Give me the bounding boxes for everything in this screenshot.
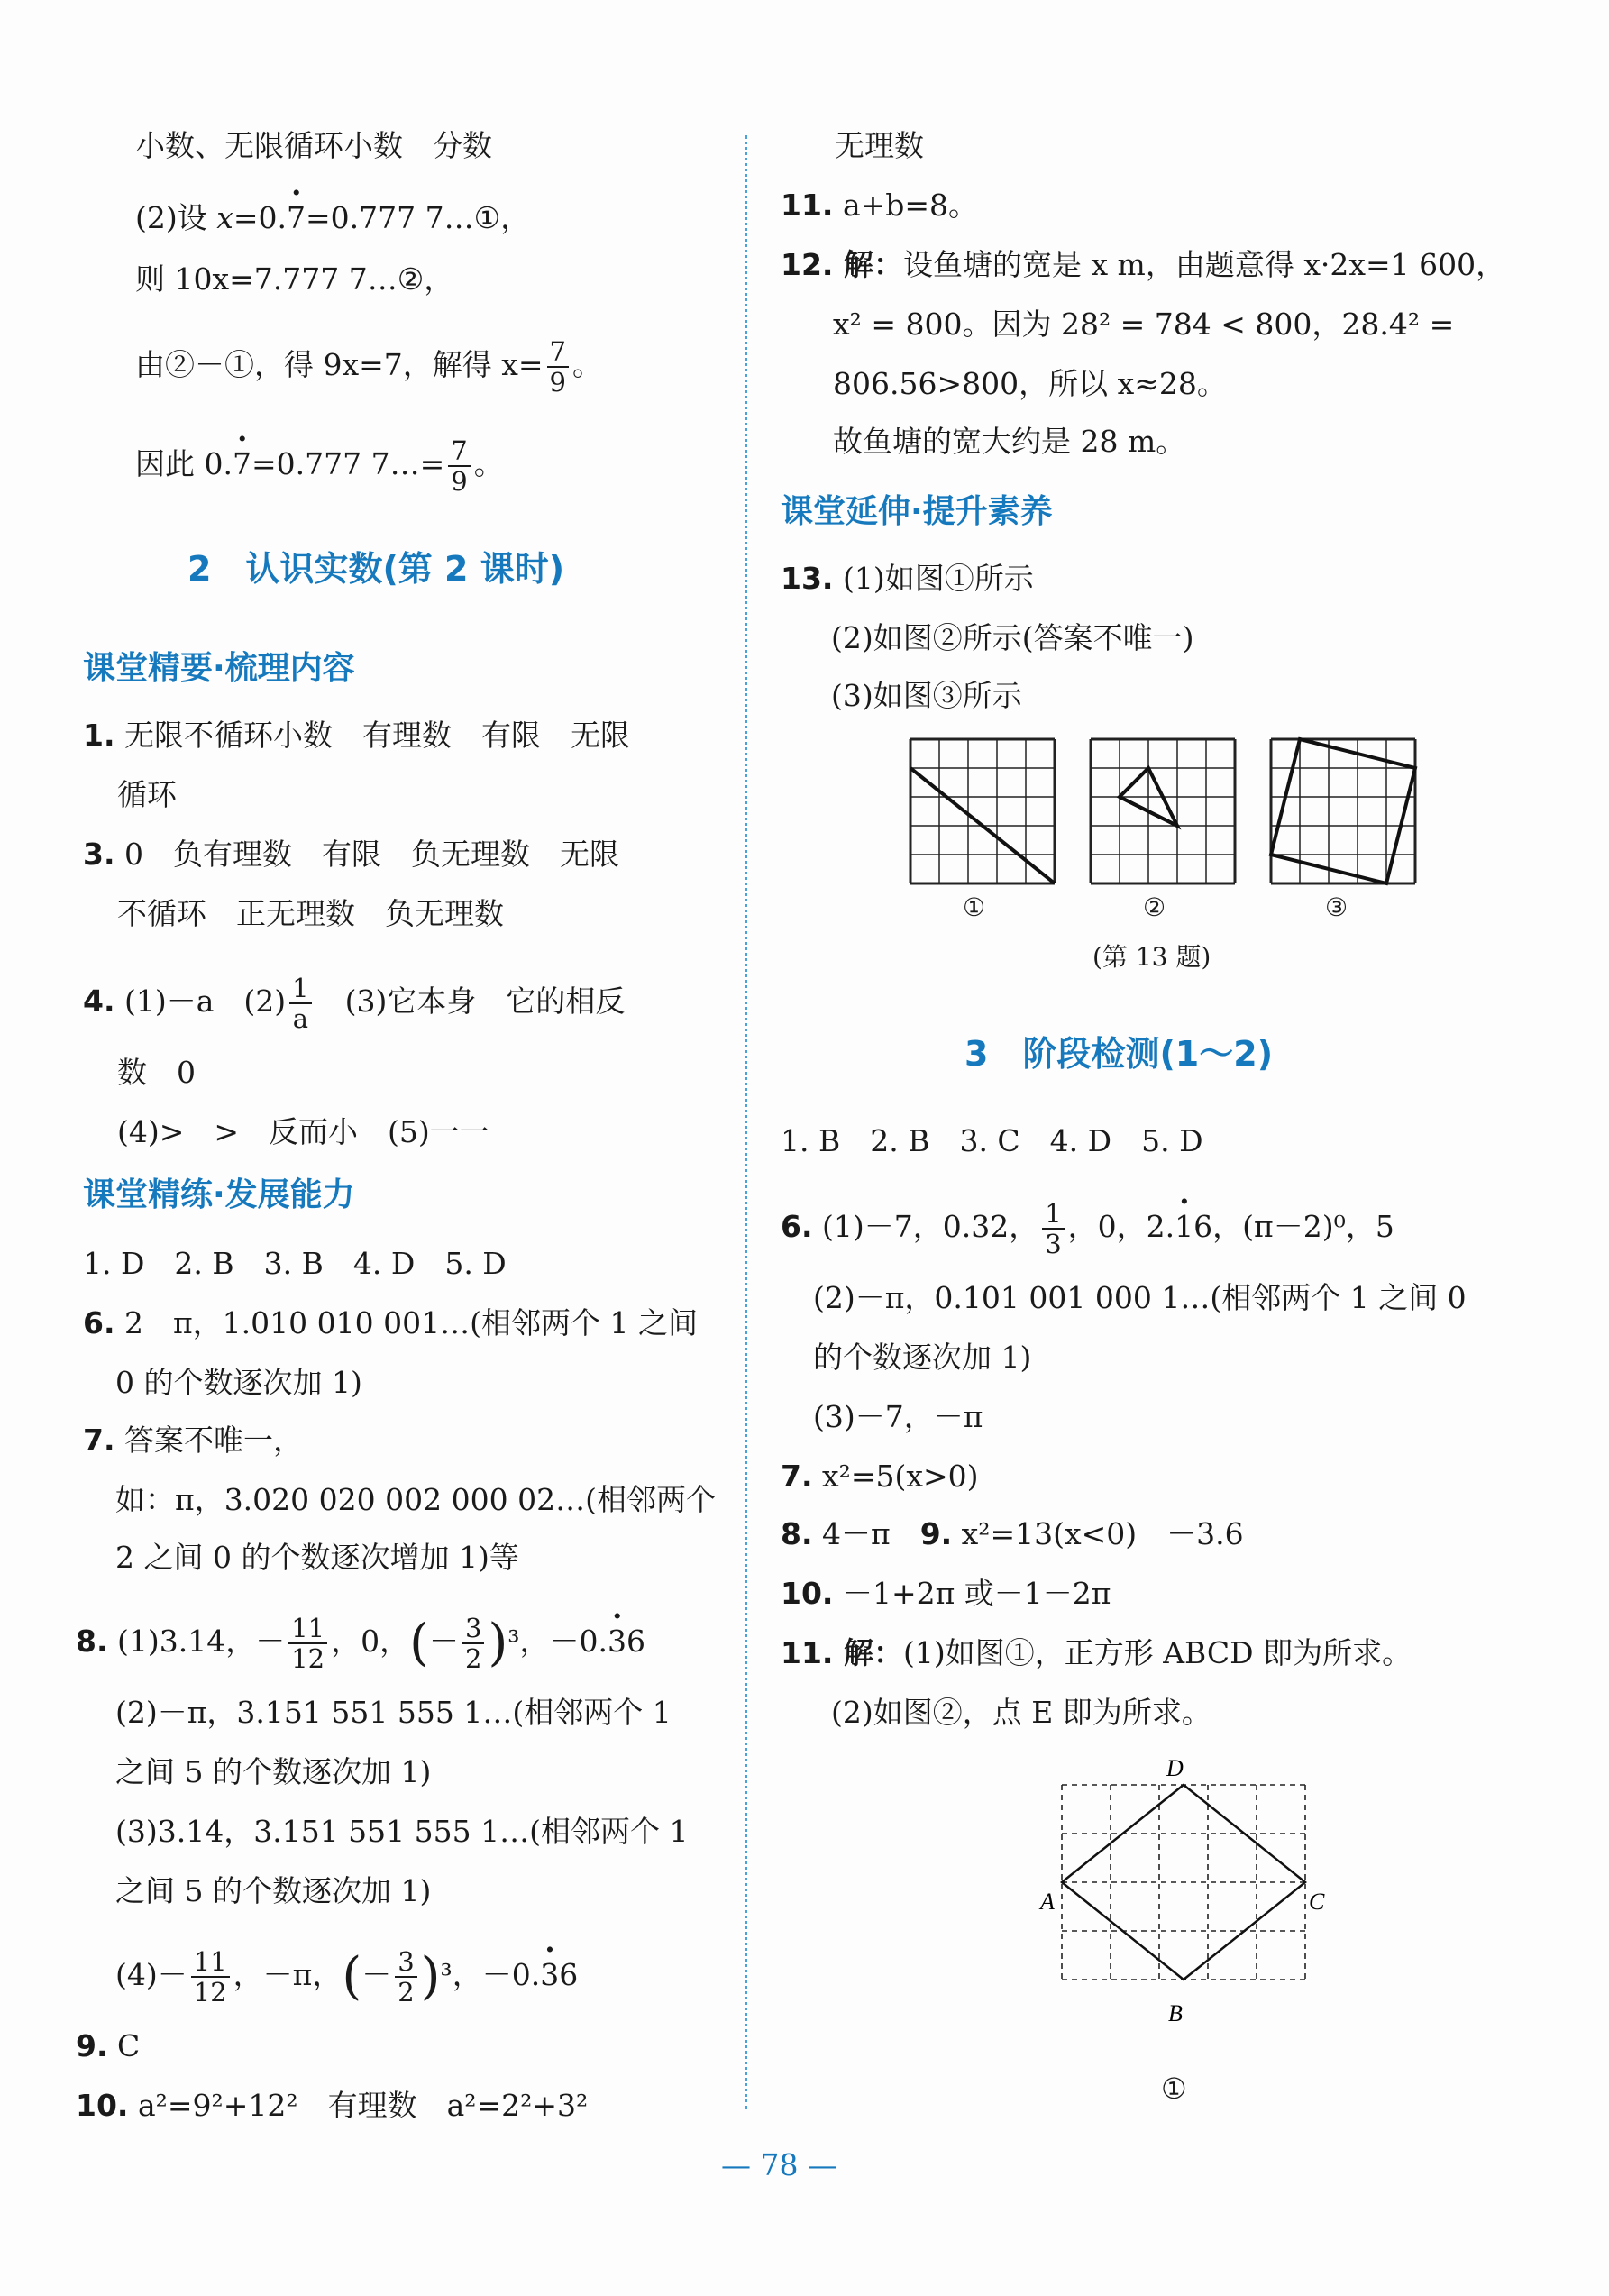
answer-line: 8. 4－π 9. x²=13(x<0) －3.6 xyxy=(781,1516,1244,1551)
answer-line: (3)－7，－π xyxy=(813,1399,983,1434)
answer-line: 的个数逐次加 1) xyxy=(813,1340,1032,1375)
page-number: — 78 — xyxy=(721,2147,837,2182)
answer-line: (4)> > 反而小 (5)一一 xyxy=(117,1114,489,1149)
column-divider xyxy=(745,135,747,2109)
answer-line: 0 的个数逐次加 1) xyxy=(115,1365,362,1400)
answer-line: 2 之间 0 的个数逐次增加 1)等 xyxy=(115,1540,519,1575)
answer-line: 4. (1)－a (2) $\frac{1}{a}$ (3)它本身 它的相反 xyxy=(83,973,626,1034)
figure-caption: (第 13 题) xyxy=(1092,942,1211,972)
answer-line: 不循环 正无理数 负无理数 xyxy=(117,896,504,931)
grid-2 xyxy=(1091,739,1235,883)
line: 因此 0.· 7=0.777 7…= $\frac{7}{9}$ 。 xyxy=(135,436,504,496)
answer-line: (4)－ $\frac{11}{12}$ ，－π，(－ $\frac{3}{2}$ )³，－0.· 36 xyxy=(115,1947,578,2007)
line: 则 10x=7.777 7…②， xyxy=(135,261,454,297)
answer-line: 6. 2 π，1.010 010 001…(相邻两个 1 之间 xyxy=(83,1305,698,1340)
label-a: A xyxy=(1040,1889,1055,1915)
answer-line: 循环 xyxy=(117,777,177,812)
answer-line: 数 0 xyxy=(117,1055,196,1090)
answer-line: 9. C xyxy=(76,2028,141,2063)
line: 由②－①，得 9x=7，解得 x= $\frac{7}{9}$ 。 xyxy=(135,336,602,398)
figure-label: ① xyxy=(963,892,986,922)
answer-line: 10. －1+2π 或－1－2π xyxy=(781,1576,1111,1611)
answer-line: 1. B 2. B 3. C 4. D 5. D xyxy=(781,1123,1203,1158)
answer-line: 7. 答案不唯一， xyxy=(83,1422,303,1458)
answer-line: (2)－π，3.151 551 555 1…(相邻两个 1 xyxy=(115,1695,672,1730)
answer-line: 1. 无限不循环小数 有理数 有限 无限 xyxy=(83,718,630,753)
section-heading: 课堂精要·梳理内容 xyxy=(83,650,355,687)
figure-square-abcd xyxy=(1033,1756,1330,2026)
answer-line: 6. (1)－7，0.32， $\frac{1}{3}$ ，0，2.· 16，(π－2)⁰，5 xyxy=(781,1199,1394,1258)
answer-line: 11. 解：(1)如图①，正方形 ABCD 即为所求。 xyxy=(781,1635,1412,1670)
answer-line: (3)3.14，3.151 551 555 1…(相邻两个 1 xyxy=(115,1814,689,1849)
answer-line: 13. (1)如图①所示 xyxy=(781,561,1034,596)
figure-label: ① xyxy=(1161,2072,1187,2106)
figure-label: ③ xyxy=(1325,892,1348,922)
line: 无理数 xyxy=(835,128,924,163)
line: 小数、无限循环小数 分数 xyxy=(135,128,492,163)
grid-3 xyxy=(1271,739,1415,883)
label-b: B xyxy=(1168,2000,1183,2026)
answer-line: x² = 800。因为 28² = 784 < 800，28.4² = xyxy=(833,306,1455,342)
answer-line: 之间 5 的个数逐次加 1) xyxy=(115,1754,432,1789)
answer-line: 8. (1)3.14，－ $\frac{11}{12}$ ，0，(－ $\frac{3}{2}$ )³，－0.· 36 xyxy=(76,1614,645,1673)
chapter-title: 2 认识实数(第 2 课时) xyxy=(187,549,565,589)
answer-line: (3)如图③所示 xyxy=(831,678,1022,713)
answer-line: 806.56>800，所以 x≈28。 xyxy=(833,366,1227,401)
answer-line: 1. D 2. B 3. B 4. D 5. D xyxy=(83,1246,507,1281)
answer-line: 10. a²=9²+12² 有理数 a²=2²+3² xyxy=(76,2088,589,2123)
answer-line: 11. a+b=8。 xyxy=(781,188,979,223)
chapter-title: 3 阶段检测(1～2) xyxy=(964,1034,1274,1074)
figure-13-grids xyxy=(910,737,1415,891)
answer-line: 故鱼塘的宽大约是 28 m。 xyxy=(833,424,1186,459)
answer-line: 7. x²=5(x>0) xyxy=(781,1459,979,1494)
answer-line: 之间 5 的个数逐次加 1) xyxy=(115,1873,432,1908)
answer-line: 如：π，3.020 020 002 000 02…(相邻两个 xyxy=(115,1482,716,1517)
answer-line: 3. 0 负有理数 有限 负无理数 无限 xyxy=(83,837,619,872)
grid-1 xyxy=(910,739,1055,883)
section-heading: 课堂精练·发展能力 xyxy=(83,1176,355,1213)
line: (2)设 x=0.· 7=0.777 7…①， xyxy=(135,200,530,236)
tilted-square xyxy=(1271,739,1415,883)
section-heading: 课堂延伸·提升素养 xyxy=(781,493,1053,530)
answer-line: (2)如图②，点 E 即为所求。 xyxy=(831,1695,1211,1730)
label-d: D xyxy=(1166,1755,1184,1781)
figure-label: ② xyxy=(1143,892,1166,922)
answer-line: (2)－π，0.101 001 000 1…(相邻两个 1 之间 0 xyxy=(813,1280,1467,1315)
label-c: C xyxy=(1309,1889,1325,1915)
answer-line: (2)如图②所示(答案不唯一) xyxy=(831,620,1194,655)
answer-line: 12. 解：设鱼塘的宽是 x m，由题意得 x·2x=1 600， xyxy=(781,247,1506,282)
